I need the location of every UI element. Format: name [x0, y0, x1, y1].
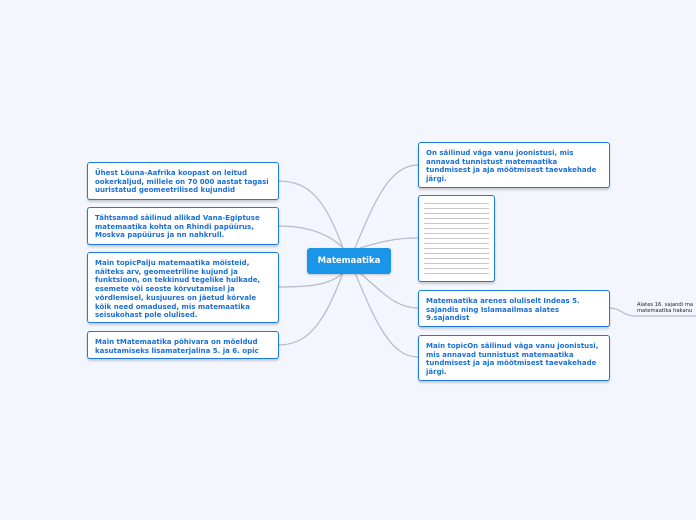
topic-egypt-papyrus[interactable]	[87, 207, 279, 245]
topic-text: Main tMatemaatika põhivara on mõeldud kasutamiseks lisamaterjalina 5. ja 6. opic	[95, 338, 259, 355]
central-topic[interactable]	[307, 248, 391, 274]
topic-old-drawings-2[interactable]	[418, 335, 610, 381]
topic-south-africa-cave[interactable]	[87, 162, 279, 200]
topic-text: Main topicOn säilinud väga vanu joonistusi, mis annavad tunnistust matemaatika tundmisest ja aja mõõtmisest taevakehade järgi.	[426, 342, 599, 377]
topic-text: On säilinud väga vanu joonistusi, mis annavad tunnistust matemaatika tundmisest ja aja mõõtmisest taevakehade järgi.	[426, 149, 597, 184]
topic-old-drawings[interactable]	[418, 142, 610, 188]
topic-image[interactable]	[418, 195, 495, 282]
topic-text: Tähtsamad säilinud allikad Vana-Egiptuse matemaatika kohta on Rhindi papüürus, Moskva papüürus ja nn nahkrull.	[95, 214, 260, 240]
topic-text: Ühest Lõuna-Aafrika koopast on leitud ookerkaljud, millele on 70 000 aastat tagasi uuristatud geomeetrilised kujundid	[95, 169, 269, 195]
central-topic-label: Matemaatika	[317, 256, 381, 266]
topic-text: Main topicPalju matemaatika mõisteid, näiteks arv, geomeetriline kujund ja funktsioon, on tekkinud tegelike hulkade, esemete või seoste kõrvutamisel ja võrdlemisel, kusjuures on jäetud kõrvale kõik need omadused, mis matemaatika seisukohast pole olulised.	[95, 259, 261, 320]
manuscript-image	[424, 201, 489, 276]
subtopic-line: matemaatika hakanu	[637, 308, 693, 315]
topic-text: Matemaatika arenes oluliselt Indeas 5. sajandis ning Islamaailmas alates 9.sajandist	[426, 297, 580, 323]
topic-india-islam[interactable]	[418, 290, 610, 327]
subtopic-16th-century[interactable]	[637, 302, 693, 315]
topic-core-material[interactable]	[87, 331, 279, 359]
topic-concepts[interactable]	[87, 252, 279, 323]
subtopic-line: Alates 16. sajandi ma	[637, 302, 694, 308]
